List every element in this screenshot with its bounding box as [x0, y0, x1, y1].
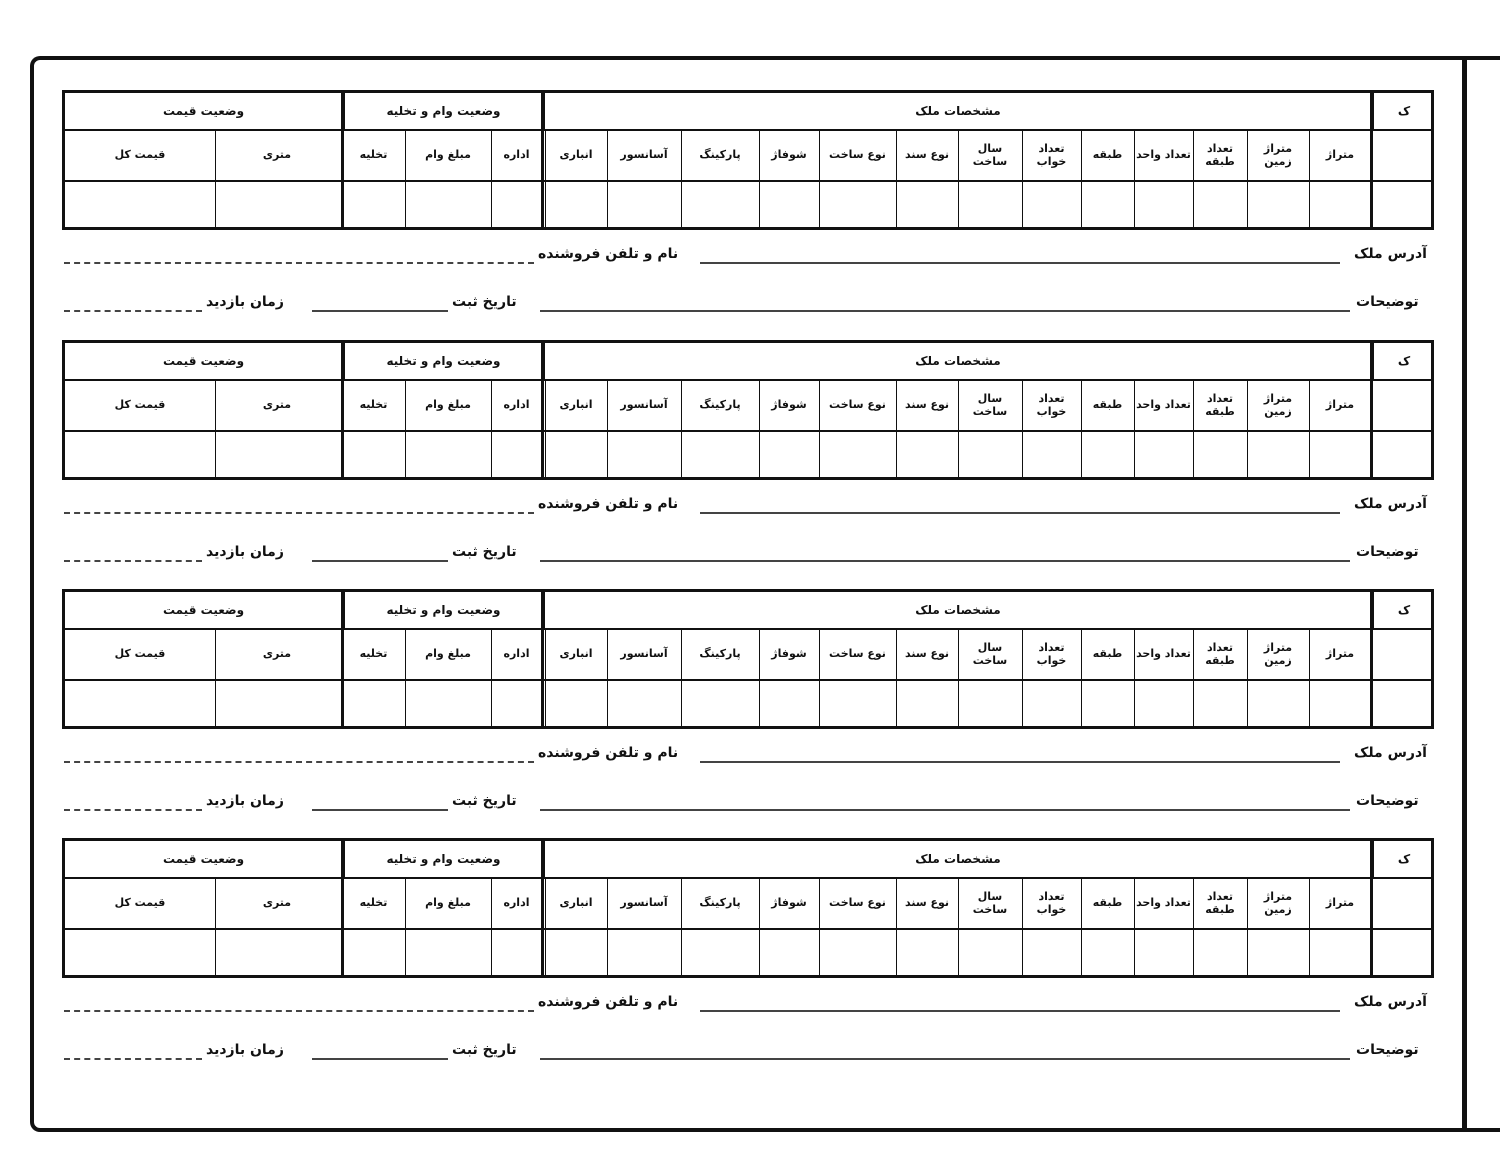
column-header-bedrooms: تعداد خواب [1036, 640, 1067, 667]
column-header-building-type: نوع سند [904, 148, 950, 162]
column-divider [1371, 381, 1372, 477]
column-header-heating: شوفاژ [771, 398, 807, 412]
column-header-elevator: آسانسور [620, 896, 668, 910]
seller-label: نام و تلفن فروشنده [538, 246, 679, 262]
column-header-elevator: آسانسور [620, 647, 668, 661]
address-label: آدرس ملک [1354, 745, 1427, 761]
loan-status-header: وضعیت وام و تخلیه [342, 592, 542, 630]
value-cell-per-meter[interactable] [215, 930, 339, 975]
value-cell-units[interactable] [1134, 432, 1193, 477]
value-cell-floors[interactable] [1193, 681, 1247, 726]
price-status-header: وضعیت قیمت [65, 343, 342, 381]
value-cell-parking[interactable] [681, 681, 759, 726]
address-line[interactable] [700, 262, 1340, 264]
value-cell-floor[interactable] [1081, 182, 1134, 227]
column-header-units: تعداد واحد [1136, 398, 1191, 412]
visit-time-label: زمان بازدید [206, 544, 284, 560]
address-label: آدرس ملک [1354, 994, 1427, 1010]
value-cell-per-meter[interactable] [215, 681, 339, 726]
column-header-floor: طبقه [1092, 398, 1123, 412]
loan-status-header: وضعیت وام و تخلیه [342, 93, 542, 131]
value-cell-office[interactable] [491, 681, 542, 726]
value-cell-elevator[interactable] [607, 182, 681, 227]
value-cell-heating[interactable] [759, 681, 819, 726]
value-cell-facade[interactable] [819, 432, 896, 477]
price-status-header: وضعیت قیمت [65, 841, 342, 879]
visit-time-line[interactable] [64, 1058, 202, 1060]
value-cell-bedrooms[interactable] [1022, 681, 1081, 726]
value-cell-land-area[interactable] [1247, 681, 1309, 726]
column-header-area: متراژ [1325, 896, 1355, 910]
column-header-floors: تعداد طبقه [1205, 640, 1235, 667]
value-cell-storage[interactable] [545, 681, 607, 726]
column-header-bedrooms: تعداد خواب [1036, 889, 1067, 916]
property-specs-header: مشخصات ملک [542, 93, 1371, 131]
value-cell-building-age[interactable] [958, 930, 1022, 975]
column-header-parking: پارکینگ [699, 647, 741, 661]
column-header-office: اداره [503, 896, 530, 910]
price-status-header: وضعیت قیمت [65, 93, 342, 131]
column-header-floors: تعداد طبقه [1205, 889, 1235, 916]
value-cell-building-age[interactable] [958, 182, 1022, 227]
row-divider [65, 180, 1431, 182]
value-cell-heating[interactable] [759, 182, 819, 227]
value-cell-area[interactable] [1309, 681, 1371, 726]
row-label-header: ک [1371, 841, 1434, 879]
value-cell-office[interactable] [491, 930, 542, 975]
value-cell-bedrooms[interactable] [1022, 182, 1081, 227]
property-specs-header: مشخصات ملک [542, 841, 1371, 879]
column-header-building-age: سال ساخت [972, 141, 1008, 168]
column-header-land-area: متراژ زمین [1263, 640, 1293, 667]
visit-time-label: زمان بازدید [206, 793, 284, 809]
column-header-storage: انباری [559, 148, 593, 162]
column-header-building-type: نوع سند [904, 896, 950, 910]
column-header-land-area: متراژ زمین [1263, 889, 1293, 916]
value-cell-area[interactable] [1309, 432, 1371, 477]
column-header-building-type: نوع سند [904, 398, 950, 412]
row-divider [65, 679, 1431, 681]
property-specs-header: مشخصات ملک [542, 592, 1371, 630]
property-table [62, 589, 1434, 729]
column-header-per-meter: متری [262, 148, 292, 162]
value-cell-units[interactable] [1134, 182, 1193, 227]
loan-status-header: وضعیت وام و تخلیه [342, 841, 542, 879]
column-header-land-area: متراژ زمین [1263, 391, 1293, 418]
value-cell-total-price[interactable] [65, 930, 215, 975]
value-cell-storage[interactable] [545, 432, 607, 477]
property-table [62, 340, 1434, 480]
notes-label: توضیحات [1356, 1042, 1419, 1058]
column-header-floor: طبقه [1092, 647, 1123, 661]
column-header-facade: نوع ساخت [829, 148, 886, 162]
visit-time-line[interactable] [64, 560, 202, 562]
value-cell-office[interactable] [491, 182, 542, 227]
notes-line[interactable] [540, 1058, 1350, 1060]
column-header-building-age: سال ساخت [972, 889, 1008, 916]
column-header-building-age: سال ساخت [972, 391, 1008, 418]
column-header-parking: پارکینگ [699, 148, 741, 162]
value-cell-vacate[interactable] [342, 432, 405, 477]
notes-line[interactable] [540, 809, 1350, 811]
binding-edge [1462, 56, 1467, 1132]
value-cell-building-type[interactable] [896, 681, 958, 726]
value-cell-building-age[interactable] [958, 432, 1022, 477]
column-header-floor: طبقه [1092, 896, 1123, 910]
value-cell-area[interactable] [1309, 930, 1371, 975]
value-cell-elevator[interactable] [607, 930, 681, 975]
value-cell-elevator[interactable] [607, 432, 681, 477]
value-cell-per-meter[interactable] [215, 432, 339, 477]
value-cell-total-price[interactable] [65, 681, 215, 726]
column-header-storage: انباری [559, 398, 593, 412]
column-header-floor: طبقه [1092, 148, 1123, 162]
value-cell-building-type[interactable] [896, 432, 958, 477]
value-cell-per-meter[interactable] [215, 182, 339, 227]
value-cell-land-area[interactable] [1247, 182, 1309, 227]
value-cell-loan-amount[interactable] [405, 182, 491, 227]
seller-line[interactable] [64, 262, 534, 264]
loan-status-header: وضعیت وام و تخلیه [342, 343, 542, 381]
value-cell-parking[interactable] [681, 182, 759, 227]
value-cell-vacate[interactable] [342, 930, 405, 975]
value-cell-total-price[interactable] [65, 182, 215, 227]
column-header-building-type: نوع سند [904, 647, 950, 661]
property-specs-header: مشخصات ملک [542, 343, 1371, 381]
value-cell-floor[interactable] [1081, 930, 1134, 975]
column-header-building-age: سال ساخت [972, 640, 1008, 667]
registration-date-line[interactable] [312, 560, 448, 562]
column-header-storage: انباری [559, 647, 593, 661]
value-cell-total-price[interactable] [65, 432, 215, 477]
property-table [62, 838, 1434, 978]
value-cell-facade[interactable] [819, 182, 896, 227]
visit-time-line[interactable] [64, 809, 202, 811]
column-header-units: تعداد واحد [1136, 148, 1191, 162]
column-header-vacate: تخلیه [359, 896, 388, 910]
column-header-total-price: قیمت کل [114, 398, 166, 412]
value-cell-land-area[interactable] [1247, 930, 1309, 975]
column-header-office: اداره [503, 148, 530, 162]
value-cell-storage[interactable] [545, 930, 607, 975]
row-label-header: ک [1371, 592, 1434, 630]
column-header-per-meter: متری [262, 647, 292, 661]
column-header-land-area: متراژ زمین [1263, 141, 1293, 168]
row-label-header: ک [1371, 343, 1434, 381]
column-header-area: متراژ [1325, 647, 1355, 661]
seller-label: نام و تلفن فروشنده [538, 994, 679, 1010]
column-header-units: تعداد واحد [1136, 896, 1191, 910]
column-header-total-price: قیمت کل [114, 896, 166, 910]
address-line[interactable] [700, 1010, 1340, 1012]
column-header-vacate: تخلیه [359, 148, 388, 162]
notes-label: توضیحات [1356, 544, 1419, 560]
column-header-loan-amount: مبلغ وام [425, 647, 471, 661]
column-header-floors: تعداد طبقه [1205, 141, 1235, 168]
address-line[interactable] [700, 761, 1340, 763]
row-label-header: ک [1371, 93, 1434, 131]
address-line[interactable] [700, 512, 1340, 514]
visit-time-line[interactable] [64, 310, 202, 312]
column-divider [1371, 131, 1372, 227]
notes-line[interactable] [540, 560, 1350, 562]
value-cell-building-type[interactable] [896, 182, 958, 227]
address-label: آدرس ملک [1354, 246, 1427, 262]
column-header-elevator: آسانسور [620, 398, 668, 412]
value-cell-vacate[interactable] [342, 182, 405, 227]
column-header-loan-amount: مبلغ وام [425, 398, 471, 412]
property-table [62, 90, 1434, 230]
registration-date-label: تاریخ ثبت [452, 793, 517, 809]
seller-line[interactable] [64, 1010, 534, 1012]
value-cell-floor[interactable] [1081, 432, 1134, 477]
column-header-facade: نوع ساخت [829, 398, 886, 412]
value-cell-loan-amount[interactable] [405, 930, 491, 975]
row-divider [65, 928, 1431, 930]
seller-label: نام و تلفن فروشنده [538, 496, 679, 512]
column-header-floors: تعداد طبقه [1205, 391, 1235, 418]
value-cell-elevator[interactable] [607, 681, 681, 726]
notes-label: توضیحات [1356, 294, 1419, 310]
notes-label: توضیحات [1356, 793, 1419, 809]
column-header-per-meter: متری [262, 896, 292, 910]
column-header-vacate: تخلیه [359, 647, 388, 661]
column-header-storage: انباری [559, 896, 593, 910]
registration-date-line[interactable] [312, 1058, 448, 1060]
registration-date-label: تاریخ ثبت [452, 1042, 517, 1058]
value-cell-bedrooms[interactable] [1022, 930, 1081, 975]
column-header-vacate: تخلیه [359, 398, 388, 412]
value-cell-land-area[interactable] [1247, 432, 1309, 477]
row-divider [65, 430, 1431, 432]
column-header-heating: شوفاژ [771, 896, 807, 910]
value-cell-building-age[interactable] [958, 681, 1022, 726]
column-header-facade: نوع ساخت [829, 896, 886, 910]
column-header-loan-amount: مبلغ وام [425, 148, 471, 162]
value-cell-floors[interactable] [1193, 432, 1247, 477]
value-cell-heating[interactable] [759, 930, 819, 975]
value-cell-floor[interactable] [1081, 681, 1134, 726]
visit-time-label: زمان بازدید [206, 1042, 284, 1058]
column-header-units: تعداد واحد [1136, 647, 1191, 661]
column-header-parking: پارکینگ [699, 896, 741, 910]
value-cell-parking[interactable] [681, 930, 759, 975]
value-cell-storage[interactable] [545, 182, 607, 227]
value-cell-loan-amount[interactable] [405, 681, 491, 726]
column-header-bedrooms: تعداد خواب [1036, 141, 1067, 168]
value-cell-floors[interactable] [1193, 930, 1247, 975]
column-header-per-meter: متری [262, 398, 292, 412]
registration-date-label: تاریخ ثبت [452, 294, 517, 310]
value-cell-facade[interactable] [819, 681, 896, 726]
value-cell-heating[interactable] [759, 432, 819, 477]
value-cell-bedrooms[interactable] [1022, 432, 1081, 477]
value-cell-floors[interactable] [1193, 182, 1247, 227]
registration-date-line[interactable] [312, 809, 448, 811]
column-header-total-price: قیمت کل [114, 647, 166, 661]
visit-time-label: زمان بازدید [206, 294, 284, 310]
value-cell-vacate[interactable] [342, 681, 405, 726]
column-header-area: متراژ [1325, 148, 1355, 162]
column-divider [1371, 630, 1372, 726]
value-cell-parking[interactable] [681, 432, 759, 477]
column-header-loan-amount: مبلغ وام [425, 896, 471, 910]
seller-line[interactable] [64, 761, 534, 763]
value-cell-loan-amount[interactable] [405, 432, 491, 477]
notes-line[interactable] [540, 310, 1350, 312]
price-status-header: وضعیت قیمت [65, 592, 342, 630]
column-header-office: اداره [503, 647, 530, 661]
column-header-office: اداره [503, 398, 530, 412]
registration-date-line[interactable] [312, 310, 448, 312]
value-cell-area[interactable] [1309, 182, 1371, 227]
column-header-elevator: آسانسور [620, 148, 668, 162]
value-cell-facade[interactable] [819, 930, 896, 975]
value-cell-units[interactable] [1134, 681, 1193, 726]
seller-label: نام و تلفن فروشنده [538, 745, 679, 761]
value-cell-units[interactable] [1134, 930, 1193, 975]
column-divider [1371, 879, 1372, 975]
column-header-heating: شوفاژ [771, 148, 807, 162]
column-header-heating: شوفاژ [771, 647, 807, 661]
column-header-bedrooms: تعداد خواب [1036, 391, 1067, 418]
value-cell-office[interactable] [491, 432, 542, 477]
value-cell-building-type[interactable] [896, 930, 958, 975]
seller-line[interactable] [64, 512, 534, 514]
column-header-facade: نوع ساخت [829, 647, 886, 661]
address-label: آدرس ملک [1354, 496, 1427, 512]
column-header-total-price: قیمت کل [114, 148, 166, 162]
column-header-area: متراژ [1325, 398, 1355, 412]
column-header-parking: پارکینگ [699, 398, 741, 412]
registration-date-label: تاریخ ثبت [452, 544, 517, 560]
